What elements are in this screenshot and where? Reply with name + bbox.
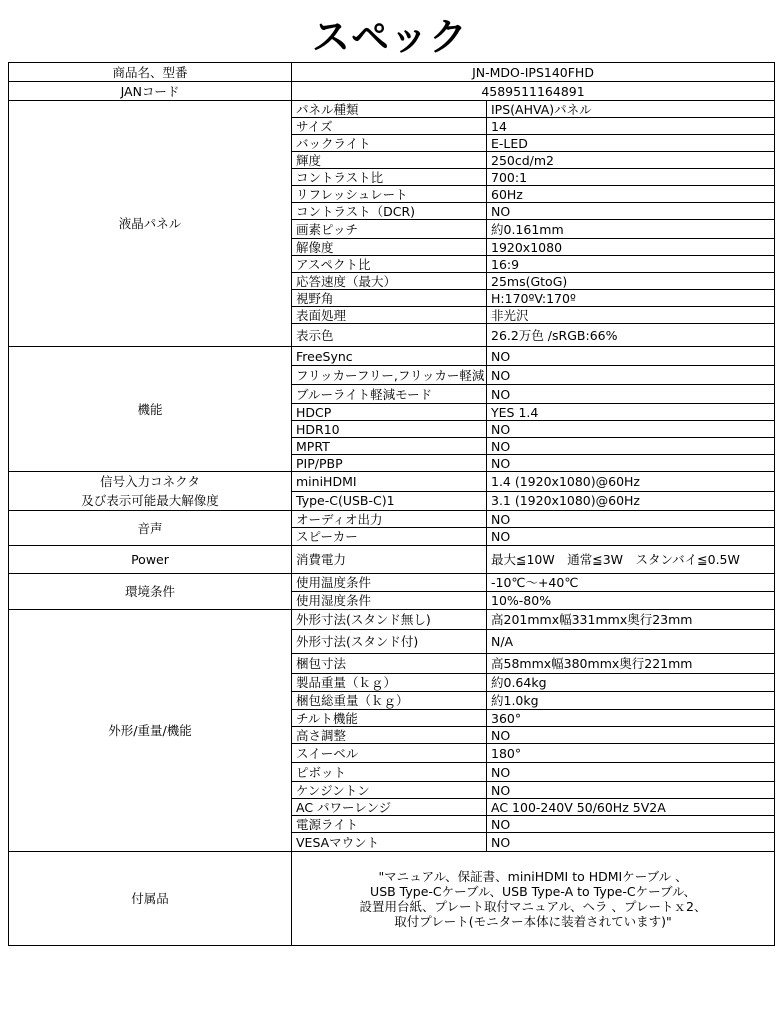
spec-item: ブルーライト軽減モード	[292, 385, 487, 404]
spec-item: 使用湿度条件	[292, 592, 487, 610]
category-label: 液晶パネル	[118, 216, 182, 231]
spec-value: 14	[487, 118, 775, 135]
spec-value: NO	[487, 816, 775, 833]
spec-item: コントラスト比	[292, 169, 487, 186]
features-category	[9, 347, 292, 472]
table-row	[9, 511, 775, 528]
spec-value: 約1.0kg	[487, 692, 775, 710]
spec-value: NO	[487, 763, 775, 782]
spec-value: 16:9	[487, 256, 775, 273]
spec-item: 消費電力	[292, 546, 487, 574]
spec-value: 非光沢	[487, 307, 775, 324]
category-label: 機能	[137, 401, 163, 417]
spec-item: 視野角	[292, 290, 487, 307]
spec-item: サイズ	[292, 118, 487, 135]
spec-item: 使用温度条件	[292, 574, 487, 592]
spec-value: 180°	[487, 744, 775, 763]
spec-item: アスペクト比	[292, 256, 487, 273]
spec-item: MPRT	[292, 438, 487, 455]
spec-value: AC 100-240V 50/60Hz 5V2A	[487, 799, 775, 816]
spec-item: 応答速度（最大）	[292, 273, 487, 290]
table-row	[9, 574, 775, 592]
spec-item: 解像度	[292, 239, 487, 256]
spec-item: チルト機能	[292, 710, 487, 727]
spec-item: Type-C(USB-C)1	[292, 491, 487, 511]
category-label: 及び表示可能最大解像度	[81, 493, 219, 508]
spec-item: VESAマウント	[292, 833, 487, 852]
spec-item: 梱包寸法	[292, 654, 487, 674]
accessories-label: 付属品	[9, 852, 292, 946]
accessories-value	[292, 852, 775, 946]
spec-value: NO	[487, 385, 775, 404]
category-label: 音声	[137, 520, 163, 536]
spec-value: H:170ºV:170º	[487, 290, 775, 307]
spec-value: 約0.64kg	[487, 674, 775, 692]
spec-value: YES 1.4	[487, 404, 775, 421]
table-row	[9, 101, 775, 118]
product-model-value: JN-MDO-IPS140FHD	[292, 63, 775, 82]
spec-value: NO	[487, 528, 775, 546]
spec-item: 表示色	[292, 324, 487, 347]
spec-value: 1920x1080	[487, 239, 775, 256]
spec-value: NO	[487, 455, 775, 472]
spec-value: 700:1	[487, 169, 775, 186]
spec-item: ピボット	[292, 763, 487, 782]
table-row	[9, 472, 775, 492]
spec-value: 60Hz	[487, 186, 775, 203]
lcd-panel-category	[9, 101, 292, 347]
table-row	[9, 852, 775, 946]
spec-value: NO	[487, 511, 775, 528]
audio-category	[9, 511, 292, 546]
product-name-label: 商品名、型番	[9, 63, 292, 82]
spec-value: 360°	[487, 710, 775, 727]
spec-table-body	[9, 63, 775, 946]
spec-value: 25ms(GtoG)	[487, 273, 775, 290]
spec-item: 高さ調整	[292, 727, 487, 744]
spec-value: 最大≦10W 通常≦3W スタンバイ≦0.5W	[487, 546, 775, 574]
power-category	[9, 546, 292, 574]
spec-value: 250cd/m2	[487, 152, 775, 169]
table-row	[9, 610, 775, 630]
spec-item: 表面処理	[292, 307, 487, 324]
spec-item: オーディオ出力	[292, 511, 487, 528]
spec-item: フリッカーフリー,フリッカー軽減	[292, 366, 487, 385]
spec-value: IPS(AHVA)パネル	[487, 101, 775, 118]
input-connector-category	[9, 472, 292, 511]
spec-item: ケンジントン	[292, 782, 487, 799]
category-label: 信号入力コネクタ	[100, 474, 200, 489]
spec-value: 3.1 (1920x1080)@60Hz	[487, 491, 775, 511]
spec-item: HDCP	[292, 404, 487, 421]
spec-item: 外形寸法(スタンド無し)	[292, 610, 487, 630]
spec-item: 輝度	[292, 152, 487, 169]
spec-value: E-LED	[487, 135, 775, 152]
spec-value: NO	[487, 347, 775, 366]
page-title: スペック	[311, 15, 468, 59]
dimensions-category	[9, 610, 292, 852]
spec-item: 電源ライト	[292, 816, 487, 833]
spec-item: AC パワーレンジ	[292, 799, 487, 816]
table-row	[9, 347, 775, 366]
spec-item: 梱包総重量（ｋｇ）	[292, 692, 487, 710]
spec-value: 26.2万色 /sRGB:66%	[487, 324, 775, 347]
spec-table	[8, 62, 775, 946]
spec-item: FreeSync	[292, 347, 487, 366]
spec-value: -10℃～+40℃	[487, 574, 775, 592]
spec-value: NO	[487, 366, 775, 385]
spec-item: スイーベル	[292, 744, 487, 763]
spec-item: スピーカー	[292, 528, 487, 546]
spec-value: NO	[487, 438, 775, 455]
category-label: 外形/重量/機能	[108, 723, 192, 738]
table-row	[9, 82, 775, 101]
jan-code-value: 4589511164891	[292, 82, 775, 101]
spec-value: NO	[487, 203, 775, 220]
category-label: Power	[131, 552, 169, 567]
table-row	[9, 546, 775, 574]
spec-value: NO	[487, 727, 775, 744]
spec-value: 高201mmx幅331mmx奥行23mm	[487, 610, 775, 630]
spec-item: miniHDMI	[292, 472, 487, 492]
accessories-line: "マニュアル、保証書、miniHDMI to HDMIケーブル 、	[378, 868, 688, 884]
spec-value: 約0.161mm	[487, 220, 775, 239]
accessories-line: 設置用台紙、プレート取付マニュアル、ヘラ 、プレートｘ2、	[359, 898, 707, 914]
spec-value: NO	[487, 782, 775, 799]
spec-item: 外形寸法(スタンド付)	[292, 630, 487, 654]
spec-value: NO	[487, 421, 775, 438]
spec-item: HDR10	[292, 421, 487, 438]
table-row	[9, 63, 775, 82]
spec-item: パネル種類	[292, 101, 487, 118]
spec-item: バックライト	[292, 135, 487, 152]
accessories-line: 取付プレート(モニター本体に装着されています)"	[394, 913, 672, 929]
spec-value: 1.4 (1920x1080)@60Hz	[487, 472, 775, 492]
spec-item: 画素ピッチ	[292, 220, 487, 239]
environment-category	[9, 574, 292, 610]
spec-item: PIP/PBP	[292, 455, 487, 472]
spec-value: 10%-80%	[487, 592, 775, 610]
spec-item: コントラスト（DCR)	[292, 203, 487, 220]
spec-item: リフレッシュレート	[292, 186, 487, 203]
spec-item: 製品重量（ｋｇ）	[292, 674, 487, 692]
jan-code-label: JANコード	[9, 82, 292, 101]
spec-value: NO	[487, 833, 775, 852]
spec-value: N/A	[487, 630, 775, 654]
accessories-line: USB Type-Cケーブル、USB Type-A to Type-Cケーブル、	[370, 883, 696, 899]
category-label: 環境条件	[124, 584, 175, 599]
spec-value: 高58mmx幅380mmx奥行221mm	[487, 654, 775, 674]
